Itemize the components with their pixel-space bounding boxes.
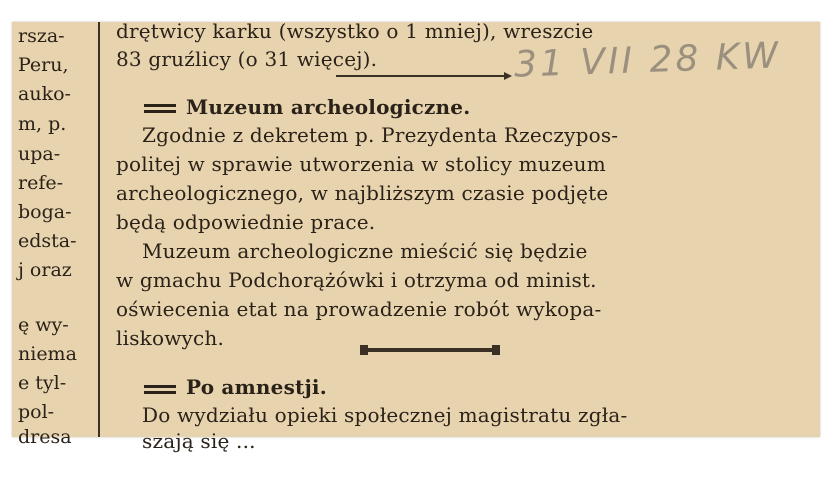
article-line: politej w sprawie utworzenia w stolicy muzeum bbox=[116, 152, 606, 176]
article-line: w gmachu Podchorążówki i otrzyma od minist. bbox=[116, 268, 597, 292]
article-separator bbox=[364, 348, 496, 352]
article-heading: Muzeum archeologiczne. bbox=[186, 95, 471, 119]
article-line: szają się ... bbox=[142, 429, 256, 453]
handwritten-date-note: 31 VII 28 KW bbox=[513, 35, 782, 86]
left-line: upa- bbox=[18, 143, 61, 165]
top-fragment-line: 83 gruźlicy (o 31 więcej). bbox=[116, 47, 378, 71]
article-line: Muzeum archeologiczne mieścić się będzie bbox=[142, 239, 588, 263]
left-line: niema bbox=[18, 343, 77, 365]
left-line: e tyl- bbox=[18, 372, 67, 394]
article-line: będą odpowiednie prace. bbox=[116, 210, 376, 234]
left-line: ę wy- bbox=[18, 314, 69, 336]
newspaper-clipping bbox=[12, 19, 820, 453]
article-line: oświecenia etat na prowadzenie robót wykopa- bbox=[116, 297, 602, 321]
end-rule bbox=[336, 75, 508, 77]
left-line: auko- bbox=[18, 83, 71, 105]
article-line: Zgodnie z dekretem p. Prezydenta Rzeczypos- bbox=[142, 123, 619, 147]
left-line: boga- bbox=[18, 201, 72, 223]
main-column bbox=[100, 19, 820, 453]
left-column-fragment bbox=[12, 22, 96, 448]
article-line: Do wydziału opieki społecznej magistratu zgła- bbox=[142, 403, 628, 427]
article-line: archeologicznego, w najbliższym czasie podjęte bbox=[116, 181, 609, 205]
left-line: Peru, bbox=[18, 54, 69, 76]
heading-dash-icon bbox=[144, 385, 176, 388]
left-line: pol- bbox=[18, 401, 55, 423]
left-line: j oraz bbox=[18, 259, 72, 281]
left-line: rsza- bbox=[18, 25, 65, 47]
left-line: edsta- bbox=[18, 230, 77, 252]
top-fragment-line: drętwicy karku (wszystko o 1 mniej), wreszcie bbox=[116, 19, 594, 43]
left-line: dresa bbox=[18, 426, 72, 448]
left-line: refe- bbox=[18, 172, 64, 194]
article-heading: Po amnestji. bbox=[186, 375, 327, 399]
heading-dash-icon bbox=[144, 104, 176, 107]
article-line: liskowych. bbox=[116, 326, 225, 350]
left-line: m, p. bbox=[18, 113, 67, 135]
